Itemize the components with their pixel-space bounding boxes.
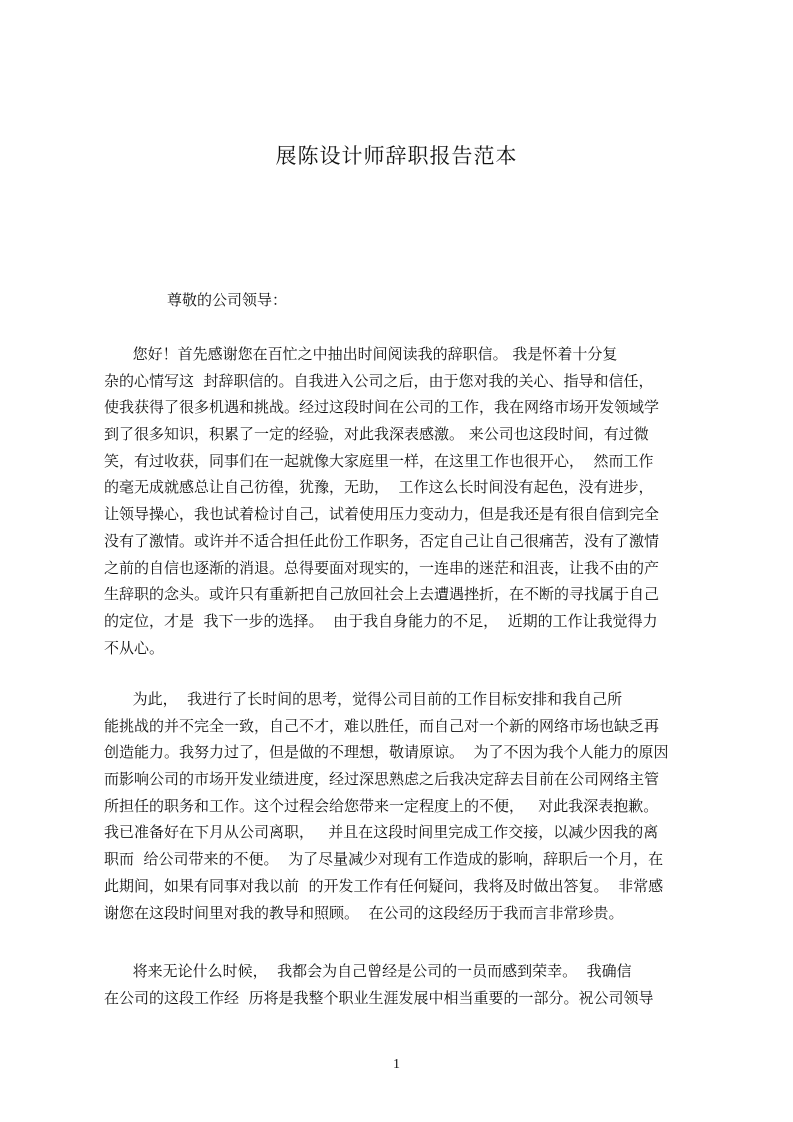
paragraph-line: 在公司的这段工作经 历将是我整个职业生涯发展中相当重要的一部分。祝公司领导 xyxy=(104,988,654,1007)
paragraph-line: 让领导操心，我也试着检讨自己，试着使用压力变动力，但是我还是有很自信到完全 xyxy=(104,505,660,524)
paragraph-line: 此期间，如果有同事对我以前 的开发工作有任何疑问，我将及时做出答复。 非常感 xyxy=(104,876,664,895)
paragraph-1 xyxy=(104,341,704,661)
paragraph-line: 不从心。 xyxy=(104,638,165,657)
page-number: 1 xyxy=(393,1057,400,1072)
paragraph-line: 为此， 我进行了长时间的思考，觉得公司目前的工作目标安排和我自己所 xyxy=(104,690,623,708)
paragraph-line: 的定位，才是 我下一步的选择。 由于我自身能力的不足， 近期的工作让我觉得力 xyxy=(104,611,658,630)
salutation: 尊敬的公司领导： xyxy=(167,291,288,309)
paragraph-line: 生辞职的念头。或许只有重新把自己放回社会上去遭遇挫折，在不断的寻找属于自己 xyxy=(104,585,660,604)
paragraph-line: 能挑战的并不完全一致，自己不才，难以胜任，而自己对一个新的网络市场也缺乏再 xyxy=(104,716,660,735)
paragraph-line: 谢您在这段时间里对我的教导和照顾。 在公司的这段经历于我而言非常珍贵。 xyxy=(104,903,624,922)
document-title: 展陈设计师辞职报告范本 xyxy=(275,144,518,168)
paragraph-line: 而影响公司的市场开发业绩进度，经过深思熟虑之后我决定辞去目前在公司网络主管 xyxy=(104,770,660,789)
paragraph-line: 之前的自信也逐渐的消退。总得要面对现实的，一连串的迷茫和沮丧，让我不由的产 xyxy=(104,558,660,577)
paragraph-line: 笑，有过收获，同事们在一起就像大家庭里一样，在这里工作也很开心， 然而工作 xyxy=(104,451,654,470)
paragraph-line: 将来无论什么时候， 我都会为自己曾经是公司的一员而感到荣幸。 我确信 xyxy=(104,962,632,980)
paragraph-line: 杂的心情写这 封辞职信的。自我进入公司之后，由于您对我的关心、指导和信任， xyxy=(104,371,654,390)
paragraph-line: 创造能力。我努力过了，但是做的不理想，敬请原谅。 为了不因为我个人能力的原因 xyxy=(104,743,669,762)
paragraph-line: 到了很多知识，积累了一定的经验，对此我深表感激。 来公司也这段时间，有过微 xyxy=(104,425,649,444)
paragraph-line: 的毫无成就感总让自己彷徨，犹豫，无助， 工作这么长时间没有起色，没有进步， xyxy=(104,478,654,497)
paragraph-line: 职而 给公司带来的不便。 为了尽量减少对现有工作造成的影响，辞职后一个月，在 xyxy=(104,850,664,869)
paragraph-line: 您好！首先感谢您在百忙之中抽出时间阅读我的辞职信。 我是怀着十分复 xyxy=(104,345,618,363)
paragraph-line: 使我获得了很多机遇和挑战。经过这段时间在公司的工作，我在网络市场开发领域学 xyxy=(104,398,660,417)
paragraph-2 xyxy=(104,686,704,926)
paragraph-line: 所担任的职务和工作。这个过程会给您带来一定程度上的不便， 对此我深表抱歉。 xyxy=(104,796,659,815)
paragraph-3 xyxy=(104,958,704,1011)
paragraph-line: 没有了激情。或许并不适合担任此份工作职务，否定自己让自己很痛苦，没有了激情 xyxy=(104,531,660,550)
paragraph-line: 我已准备好在下月从公司离职， 并且在这段时间里完成工作交接，以减少因我的离 xyxy=(104,823,659,842)
